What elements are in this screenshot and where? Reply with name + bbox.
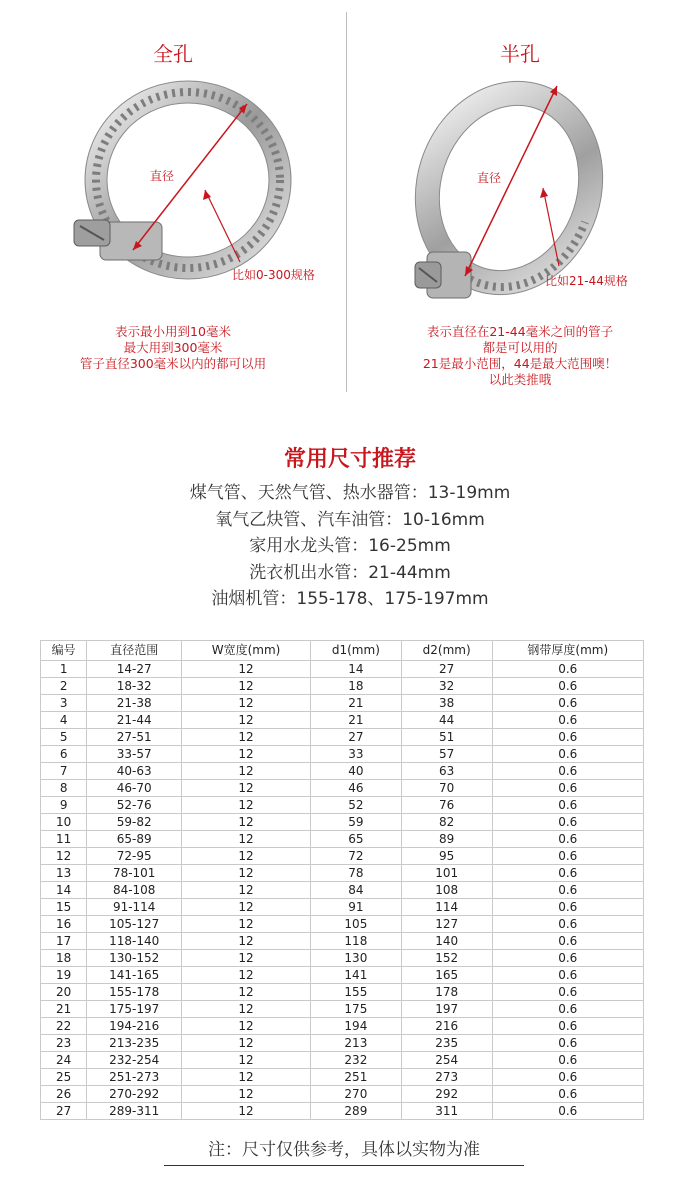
table-cell: 105-127 xyxy=(87,916,182,933)
table-row xyxy=(41,729,644,746)
table-row xyxy=(41,1052,644,1069)
table-cell: 21 xyxy=(41,1001,87,1018)
table-cell: 9 xyxy=(41,797,87,814)
table-cell: 26 xyxy=(41,1086,87,1103)
table-cell: 0.6 xyxy=(492,1001,643,1018)
table-cell: 76 xyxy=(401,797,492,814)
table-cell: 65-89 xyxy=(87,831,182,848)
table-cell: 12 xyxy=(182,763,311,780)
table-cell: 12 xyxy=(182,1018,311,1035)
table-cell: 21 xyxy=(311,712,402,729)
table-row xyxy=(41,1001,644,1018)
table-cell: 21-38 xyxy=(87,695,182,712)
table-cell: 65 xyxy=(311,831,402,848)
comparison-section xyxy=(0,0,700,400)
table-cell: 155 xyxy=(311,984,402,1001)
table-cell: 2 xyxy=(41,678,87,695)
table-row xyxy=(41,797,644,814)
table-row xyxy=(41,916,644,933)
table-cell: 216 xyxy=(401,1018,492,1035)
table-cell: 40 xyxy=(311,763,402,780)
table-row xyxy=(41,678,644,695)
footer-note: 注：尺寸仅供参考，具体以实物为准 xyxy=(164,1135,524,1166)
table-cell: 232-254 xyxy=(87,1052,182,1069)
table-cell: 12 xyxy=(182,1103,311,1120)
recommendation-item: 洗衣机出水管：21-44mm xyxy=(249,562,451,583)
table-cell: 14-27 xyxy=(87,661,182,678)
screw-housing xyxy=(74,220,162,260)
table-cell: 311 xyxy=(401,1103,492,1120)
table-cell: 12 xyxy=(182,1069,311,1086)
table-cell: 12 xyxy=(182,729,311,746)
table-cell: 12 xyxy=(182,831,311,848)
table-cell: 0.6 xyxy=(492,831,643,848)
header-number: 编号 xyxy=(41,641,87,661)
caption-line: 管子直径300毫米以内的都可以用 xyxy=(79,356,267,371)
table-row xyxy=(41,746,644,763)
table-cell: 0.6 xyxy=(492,1086,643,1103)
table-row xyxy=(41,831,644,848)
table-cell: 13 xyxy=(41,865,87,882)
table-cell: 0.6 xyxy=(492,865,643,882)
table-cell: 84 xyxy=(311,882,402,899)
recommendation-item: 煤气管、天然气管、热水器管：13-19mm xyxy=(189,483,511,503)
table-cell: 14 xyxy=(311,661,402,678)
table-cell: 23 xyxy=(41,1035,87,1052)
table-cell: 175 xyxy=(311,1001,402,1018)
recommendations-title: 常用尺寸推荐 xyxy=(283,447,416,472)
table-cell: 12 xyxy=(182,848,311,865)
recommendations-list xyxy=(0,480,700,613)
table-cell: 12 xyxy=(182,916,311,933)
table-cell: 12 xyxy=(182,865,311,882)
table-cell: 270-292 xyxy=(87,1086,182,1103)
table-cell: 0.6 xyxy=(492,899,643,916)
table-cell: 130-152 xyxy=(87,950,182,967)
table-cell: 0.6 xyxy=(492,712,643,729)
table-cell: 118-140 xyxy=(87,933,182,950)
table-cell: 12 xyxy=(182,695,311,712)
table-cell: 0.6 xyxy=(492,1052,643,1069)
table-cell: 7 xyxy=(41,763,87,780)
table-cell: 38 xyxy=(401,695,492,712)
table-cell: 40-63 xyxy=(87,763,182,780)
table-row xyxy=(41,967,644,984)
table-cell: 51 xyxy=(401,729,492,746)
table-cell: 155-178 xyxy=(87,984,182,1001)
table-row xyxy=(41,695,644,712)
table-cell: 12 xyxy=(182,746,311,763)
table-cell: 0.6 xyxy=(492,848,643,865)
table-cell: 254 xyxy=(401,1052,492,1069)
table-cell: 91-114 xyxy=(87,899,182,916)
caption-line: 表示直径在21-44毫米之间的管子 xyxy=(426,324,614,339)
table-cell: 178 xyxy=(401,984,492,1001)
table-cell: 12 xyxy=(182,950,311,967)
table-cell: 108 xyxy=(401,882,492,899)
header-diameter-range: 直径范围 xyxy=(87,641,182,661)
table-cell: 20 xyxy=(41,984,87,1001)
table-row xyxy=(41,661,644,678)
table-cell: 44 xyxy=(401,712,492,729)
table-cell: 12 xyxy=(41,848,87,865)
table-cell: 152 xyxy=(401,950,492,967)
table-cell: 22 xyxy=(41,1018,87,1035)
table-row xyxy=(41,865,644,882)
table-row xyxy=(41,814,644,831)
caption-line: 最大用到300毫米 xyxy=(123,340,223,355)
table-cell: 12 xyxy=(182,933,311,950)
table-row xyxy=(41,712,644,729)
caption-line: 以此类推哦 xyxy=(488,372,552,387)
table-row xyxy=(41,763,644,780)
recommendation-item: 油烟机管：155-178、175-197mm xyxy=(211,589,489,609)
half-hole-example-label: 比如21-44规格 xyxy=(545,274,628,288)
table-cell: 32 xyxy=(401,678,492,695)
table-cell: 63 xyxy=(401,763,492,780)
table-cell: 72-95 xyxy=(87,848,182,865)
table-cell: 118 xyxy=(311,933,402,950)
table-cell: 127 xyxy=(401,916,492,933)
table-cell: 4 xyxy=(41,712,87,729)
header-d1: d1(mm) xyxy=(311,641,402,661)
table-row xyxy=(41,882,644,899)
table-cell: 17 xyxy=(41,933,87,950)
table-cell: 70 xyxy=(401,780,492,797)
table-cell: 89 xyxy=(401,831,492,848)
table-row xyxy=(41,950,644,967)
half-hole-caption xyxy=(347,324,693,388)
table-cell: 78-101 xyxy=(87,865,182,882)
table-cell: 0.6 xyxy=(492,984,643,1001)
half-hole-panel xyxy=(347,0,693,400)
table-cell: 33-57 xyxy=(87,746,182,763)
table-cell: 194-216 xyxy=(87,1018,182,1035)
table-cell: 194 xyxy=(311,1018,402,1035)
table-row xyxy=(41,899,644,916)
table-cell: 12 xyxy=(182,1035,311,1052)
table-cell: 21 xyxy=(311,695,402,712)
table-cell: 0.6 xyxy=(492,1035,643,1052)
table-cell: 12 xyxy=(182,797,311,814)
table-cell: 95 xyxy=(401,848,492,865)
table-cell: 270 xyxy=(311,1086,402,1103)
table-cell: 213-235 xyxy=(87,1035,182,1052)
table-cell: 0.6 xyxy=(492,967,643,984)
table-cell: 0.6 xyxy=(492,814,643,831)
table-cell: 0.6 xyxy=(492,950,643,967)
table-cell: 12 xyxy=(182,678,311,695)
table-row xyxy=(41,933,644,950)
table-cell: 197 xyxy=(401,1001,492,1018)
table-cell: 12 xyxy=(182,967,311,984)
table-cell: 0.6 xyxy=(492,661,643,678)
table-row xyxy=(41,1018,644,1035)
table-cell: 1 xyxy=(41,661,87,678)
table-cell: 289 xyxy=(311,1103,402,1120)
full-hole-example-label: 比如0-300规格 xyxy=(232,268,315,282)
table-cell: 165 xyxy=(401,967,492,984)
full-hole-panel xyxy=(0,0,346,400)
table-cell: 213 xyxy=(311,1035,402,1052)
table-cell: 0.6 xyxy=(492,729,643,746)
table-cell: 6 xyxy=(41,746,87,763)
table-cell: 27 xyxy=(311,729,402,746)
table-cell: 0.6 xyxy=(492,1018,643,1035)
table-row xyxy=(41,1069,644,1086)
table-cell: 5 xyxy=(41,729,87,746)
header-thickness: 钢带厚度(mm) xyxy=(492,641,643,661)
table-header-row xyxy=(41,641,644,661)
table-row xyxy=(41,984,644,1001)
table-cell: 175-197 xyxy=(87,1001,182,1018)
table-cell: 24 xyxy=(41,1052,87,1069)
header-width: W宽度(mm) xyxy=(182,641,311,661)
table-body xyxy=(41,661,644,1120)
table-cell: 0.6 xyxy=(492,797,643,814)
table-cell: 101 xyxy=(401,865,492,882)
table-cell: 12 xyxy=(182,780,311,797)
table-cell: 27 xyxy=(401,661,492,678)
table-cell: 82 xyxy=(401,814,492,831)
table-cell: 59 xyxy=(311,814,402,831)
table-cell: 130 xyxy=(311,950,402,967)
table-cell: 0.6 xyxy=(492,933,643,950)
table-cell: 0.6 xyxy=(492,763,643,780)
full-hole-clamp-illustration xyxy=(0,0,346,320)
recommendation-item: 氧气乙炔管、汽车油管：10-16mm xyxy=(215,509,485,530)
table-cell: 46-70 xyxy=(87,780,182,797)
table-cell: 0.6 xyxy=(492,882,643,899)
table-cell: 289-311 xyxy=(87,1103,182,1120)
table-cell: 12 xyxy=(182,984,311,1001)
table-cell: 52 xyxy=(311,797,402,814)
table-cell: 78 xyxy=(311,865,402,882)
table-cell: 18-32 xyxy=(87,678,182,695)
table-cell: 27-51 xyxy=(87,729,182,746)
table-row xyxy=(41,848,644,865)
table-cell: 11 xyxy=(41,831,87,848)
table-cell: 140 xyxy=(401,933,492,950)
table-cell: 12 xyxy=(182,1052,311,1069)
recommendation-item: 家用水龙头管：16-25mm xyxy=(249,536,451,556)
table-cell: 12 xyxy=(182,899,311,916)
table-cell: 10 xyxy=(41,814,87,831)
half-hole-title: 半孔 xyxy=(500,42,540,66)
table-cell: 3 xyxy=(41,695,87,712)
table-cell: 0.6 xyxy=(492,695,643,712)
table-cell: 59-82 xyxy=(87,814,182,831)
table-cell: 12 xyxy=(182,1086,311,1103)
table-cell: 0.6 xyxy=(492,780,643,797)
full-hole-title: 全孔 xyxy=(153,42,193,66)
table-cell: 18 xyxy=(41,950,87,967)
table-cell: 292 xyxy=(401,1086,492,1103)
table-cell: 27 xyxy=(41,1103,87,1120)
table-cell: 25 xyxy=(41,1069,87,1086)
table-cell: 0.6 xyxy=(492,678,643,695)
spec-table xyxy=(40,640,644,1120)
table-cell: 84-108 xyxy=(87,882,182,899)
table-cell: 12 xyxy=(182,712,311,729)
caption-line: 21是最小范围，44是最大范围噢！ xyxy=(422,356,618,371)
table-cell: 21-44 xyxy=(87,712,182,729)
table-row xyxy=(41,780,644,797)
table-cell: 141-165 xyxy=(87,967,182,984)
table-cell: 46 xyxy=(311,780,402,797)
half-hole-diameter-label: 直径 xyxy=(477,171,502,185)
table-cell: 0.6 xyxy=(492,1069,643,1086)
table-row xyxy=(41,1086,644,1103)
table-cell: 57 xyxy=(401,746,492,763)
table-cell: 0.6 xyxy=(492,1103,643,1120)
table-cell: 33 xyxy=(311,746,402,763)
table-row xyxy=(41,1103,644,1120)
table-cell: 19 xyxy=(41,967,87,984)
table-cell: 0.6 xyxy=(492,746,643,763)
screw-housing xyxy=(415,252,471,298)
table-cell: 251-273 xyxy=(87,1069,182,1086)
table-cell: 273 xyxy=(401,1069,492,1086)
caption-line: 都是可以用的 xyxy=(482,340,558,355)
table-cell: 114 xyxy=(401,899,492,916)
table-cell: 12 xyxy=(182,814,311,831)
table-cell: 141 xyxy=(311,967,402,984)
table-row xyxy=(41,1035,644,1052)
caption-line: 表示最小用到10毫米 xyxy=(115,324,231,339)
table-cell: 232 xyxy=(311,1052,402,1069)
full-hole-diameter-label: 直径 xyxy=(150,169,175,183)
table-cell: 8 xyxy=(41,780,87,797)
header-d2: d2(mm) xyxy=(401,641,492,661)
table-cell: 0.6 xyxy=(492,916,643,933)
table-cell: 72 xyxy=(311,848,402,865)
table-cell: 235 xyxy=(401,1035,492,1052)
table-cell: 18 xyxy=(311,678,402,695)
table-cell: 52-76 xyxy=(87,797,182,814)
table-cell: 15 xyxy=(41,899,87,916)
full-hole-caption xyxy=(0,324,346,372)
table-cell: 16 xyxy=(41,916,87,933)
table-cell: 12 xyxy=(182,882,311,899)
table-cell: 251 xyxy=(311,1069,402,1086)
half-hole-clamp-illustration xyxy=(347,0,700,320)
table-cell: 91 xyxy=(311,899,402,916)
table-cell: 12 xyxy=(182,661,311,678)
table-cell: 14 xyxy=(41,882,87,899)
table-cell: 105 xyxy=(311,916,402,933)
table-cell: 12 xyxy=(182,1001,311,1018)
